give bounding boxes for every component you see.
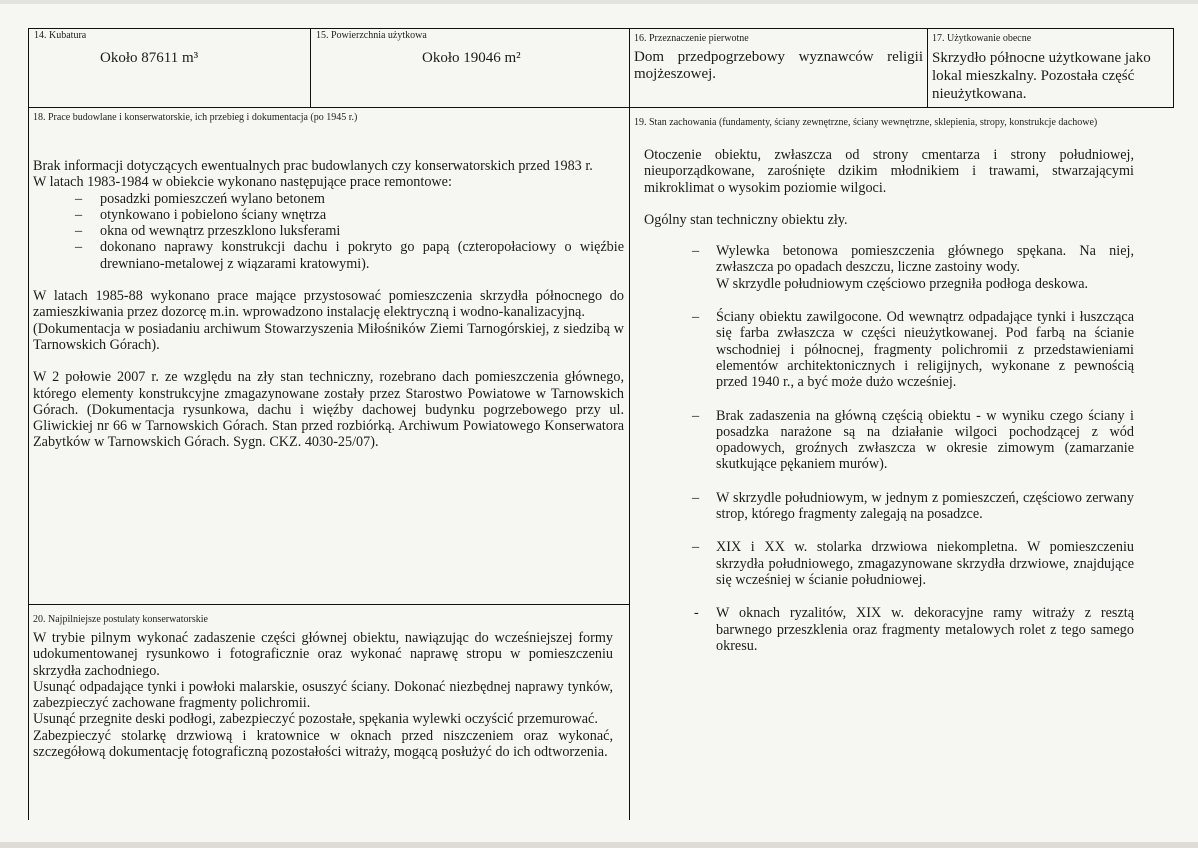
table-border-right-top (1173, 28, 1174, 107)
field-15-value: Około 19046 m² (422, 50, 521, 66)
list-item: – XIX i XX w. stolarka drzwiowa niekompletna. W pomieszczeniu skrzydła południowego, zmagazynowane skrzydła drzwiowe, znajdujące się wcześniej w ścianie południowej. (634, 539, 1134, 588)
list-item: – posadzki pomieszczeń wylano betonem (33, 191, 624, 207)
list-item-text: W skrzydle południowym częściowo przegniła podłoga deskowa. (716, 275, 1089, 292)
list-item: – okna od wewnątrz przeszklono luksferami (33, 223, 624, 239)
field-18-paragraph: W latach 1983-1984 w obiekcie wykonano następujące prace remontowe: (33, 174, 452, 191)
field-17-value: Skrzydło północne użytkowane jako lokal mieszkalny. Pozostała część nieużytkowana. (932, 50, 1151, 102)
field-20-paragraph: Usunąć przegnite deski podłogi, zabezpieczyć pozostałe, spękania wylewki oczyścić przemurować. (33, 711, 598, 728)
list-item: – Ściany obiektu zawilgocone. Od wewnątrz odpadające tynki i łuszcząca się farba zwłaszcza w części nieużytkowanej. Pod farbą na ścianie wschodniej i północnej, fragmenty polichromii z przedstawieniami elementów architektonicznych i religijnych, wykonane z pewnością przed 1940 r., a być może dużo wcześniej. (634, 309, 1134, 390)
field-16-value: Dom przedpogrzebowy wyznawców religii mojżeszowej. (634, 49, 923, 82)
field-15-powierzchnia (316, 30, 624, 67)
list-item: – dokonano naprawy konstrukcji dachu i pokryto go papą (czteropołaciowy o więźbie drewniano-metalowej z wiązarami kratowymi). (33, 239, 624, 272)
field-17-label: 17. Użytkowanie obecne (932, 33, 1032, 44)
list-item: – Brak zadaszenia na główną częścią obiektu - w wyniku czego ściany i posadzka narażone są na działanie wilgoci pochodzącej z wód opadowych, groźnych zwłaszcza w okresie zimowym (zamarzanie skutkujące pękaniem murów). (634, 408, 1134, 473)
field-20-postulaty (33, 614, 613, 760)
field-20-paragraph: Zabezpieczyć stolarkę drzwiową i kratownice w oknach przed niszczeniem oraz wykonać, szczegółową dokumentację fotograficzną pozostałości witraży, mogącą posłużyć do ich odtworzenia. (33, 727, 613, 761)
field-19-paragraph: Ogólny stan techniczny obiektu zły. (644, 211, 848, 228)
field-18-label: 18. Prace budowlane i konserwatorskie, ich przebieg i dokumentacja (po 1945 r.) (33, 112, 358, 123)
field-18-paragraph: W latach 1985-88 wykonano prace mające przystosować pomieszczenia skrzydła północnego do zamieszkiwania przez dozorcę m.in. wprowadzono instalację elektryczną i wodno-kanalizacyjną. (33, 288, 624, 321)
field-19-paragraph: Otoczenie obiektu, zwłaszcza od strony cmentarza i strony południowej, nieuporządkowane, zarośnięte dzikim młodnikiem i trawami, stwarzającymi mikroklimat o wysokim poziomie wilgoci. (644, 147, 1134, 196)
table-divider-14-15 (310, 28, 311, 107)
field-16-przeznaczenie (634, 33, 923, 83)
field-17-uzytkowanie (932, 33, 1170, 103)
list-item (634, 243, 1134, 292)
scan-edge (0, 0, 1198, 4)
field-20-label: 20. Najpilniejsze postulaty konserwatorskie (33, 614, 208, 625)
field-14-label: 14. Kubatura (34, 30, 87, 41)
list-item: – W skrzydle południowym, w jednym z pomieszczeń, częściowo zerwany strop, którego fragmenty zalegają na posadzce. (634, 490, 1134, 523)
table-border-left (28, 28, 29, 820)
field-18-prace (33, 112, 624, 451)
scan-edge (0, 842, 1198, 848)
field-19-stan-zachowania (634, 117, 1134, 671)
field-16-label: 16. Przeznaczenie pierwotne (634, 33, 749, 44)
field-19-list (634, 243, 1134, 654)
field-20-paragraph: Usunąć odpadające tynki i powłoki malarskie, osuszyć ściany. Dokonać niezbędnej naprawy tynków, zabezpieczyć zachowane fragmenty polichromii. (33, 678, 613, 712)
list-item: - W oknach ryzalitów, XIX w. dekoracyjne ramy witraży z resztą barwnego przeszklenia oraz fragmenty metalowych rolet z tego samego okresu. (634, 605, 1134, 654)
field-18-paragraph: Brak informacji dotyczących ewentualnych prac budowlanych czy konserwatorskich przed 1983 r. (33, 158, 593, 174)
table-border-row1 (28, 107, 1174, 108)
field-18-paragraph: W 2 połowie 2007 r. ze względu na zły stan techniczny, rozebrano dach pomieszczenia głównego, którego elementy konstrukcyjne zmagazynowane zostały przez Starostwo Powiatowe w Tarnowskich Górach. (Dokumentacja rysunkowa, dachu i więźby dachowej budynku pogrzebowego przy ul. Gliwickiej nr 66 w Tarnowskich Górach. Stan przed rozbiórką. Archiwum Powiatowego Konserwatora Zabytków w Tarnowskich Górach. Sygn. CKZ. 4030-25/07). (33, 369, 624, 451)
list-item: – otynkowano i pobielono ściany wnętrza (33, 207, 624, 223)
table-border-top (28, 28, 1174, 29)
field-15-label: 15. Powierzchnia użytkowa (316, 30, 427, 41)
field-20-paragraph: W trybie pilnym wykonać zadaszenie części głównej obiektu, nawiązując do wcześniejszej formy udokumentowanej rysunkowo i fotograficznie oraz wykonać naprawę stropu w pomieszczeniu skrzydła zachodniego. (33, 630, 613, 679)
field-14-value: Około 87611 m³ (100, 50, 199, 66)
table-divider-center (629, 28, 630, 820)
table-divider-16-17 (927, 28, 928, 107)
list-item-text: Wylewka betonowa pomieszczenia głównego spękana. Na niej, zwłaszcza po opadach deszczu, liczne zastoiny wody. (716, 243, 1134, 276)
field-19-label: 19. Stan zachowania (fundamenty, ściany zewnętrzne, ściany wewnętrzne, sklepienia, stropy, konstrukcje dachowe) (634, 117, 1098, 128)
field-14-kubatura (34, 30, 306, 67)
field-18-list (33, 191, 624, 272)
field-18-paragraph: (Dokumentacja w posiadaniu archiwum Stowarzyszenia Miłośników Ziemi Tarnogórskiej, z siedzibą w Tarnowskich Górach). (33, 320, 624, 353)
table-border-row-left (28, 604, 629, 605)
